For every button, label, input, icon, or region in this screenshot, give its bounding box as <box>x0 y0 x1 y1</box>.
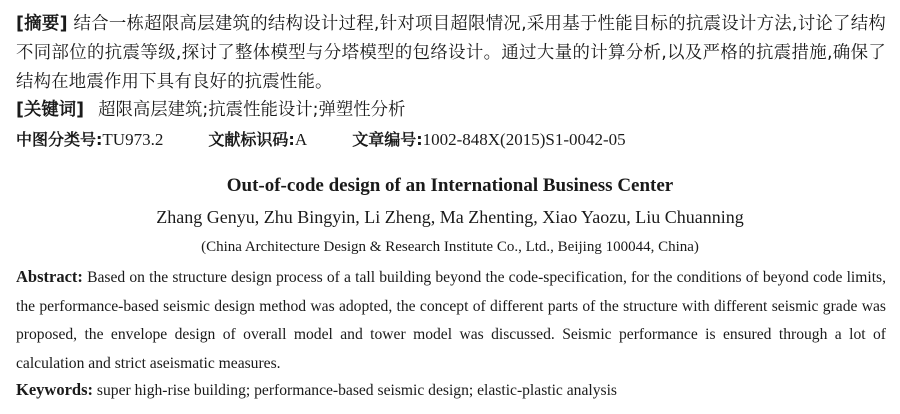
english-keywords-text: super high-rise building; performance-based seismic design; elastic-plastic analysis <box>96 382 617 399</box>
chinese-keywords <box>16 96 886 124</box>
chinese-keywords-text: 超限高层建筑;抗震性能设计;弹塑性分析 <box>98 100 406 120</box>
doc-code-label: 文献标识码: <box>208 130 295 149</box>
english-abstract-label: Abstract: <box>16 267 83 286</box>
clc-label: 中图分类号: <box>16 130 103 149</box>
chinese-abstract-text: 结合一栋超限高层建筑的结构设计过程,针对项目超限情况,采用基于性能目标的抗震设计方法,讨论了结构不同部位的抗震等级,探讨了整体模型与分塔模型的包络设计。通过大量的计算分析,以及严格的抗震措施,确保了结构在地震作用下具有良好的抗震性能。 <box>16 14 886 92</box>
english-keywords-label: Keywords: <box>16 380 93 399</box>
english-keywords <box>16 378 886 403</box>
english-affiliation: (China Architecture Design & Research Institute Co., Ltd., Beijing 100044, China) <box>201 239 699 255</box>
article-number-label: 文章编号: <box>352 130 423 149</box>
english-title: Out-of-code design of an International Business Center <box>226 175 674 196</box>
clc-value: TU973.2 <box>102 130 164 149</box>
doc-code-value: A <box>294 130 308 149</box>
chinese-abstract-label: [摘要] <box>16 14 68 34</box>
english-abstract-text: Based on the structure design process of a tall building beyond the code-specification, for the conditions of beyond code limits, the performance-based seismic design method was adopted, the concept of different parts of the structure with different seismic grade was proposed, the envelope design of overall model and tower model was discussed. Seismic performance is ensured through a lot of calculation and strict aseismatic measures. <box>16 269 886 372</box>
english-abstract <box>16 263 886 378</box>
english-authors: Zhang Genyu, Zhu Bingyin, Li Zheng, Ma Zhenting, Xiao Yaozu, Liu Chuanning <box>156 207 744 227</box>
article-number-value: 1002-848X(2015)S1-0042-05 <box>422 130 626 149</box>
chinese-keywords-label: [关键词] <box>16 100 85 120</box>
classification-line <box>16 126 886 154</box>
chinese-abstract <box>16 10 886 97</box>
